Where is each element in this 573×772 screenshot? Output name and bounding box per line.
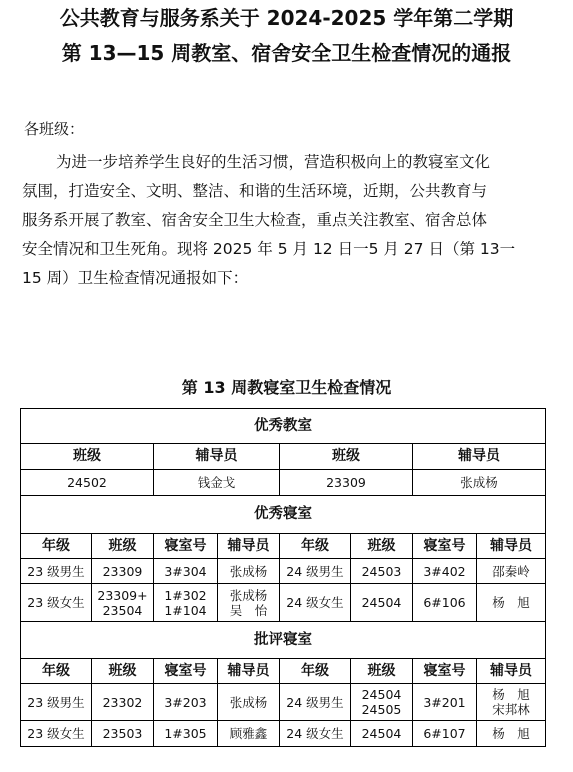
cell-line: 24 级男生: [286, 694, 344, 710]
column-header: 寝室号: [154, 534, 218, 559]
column-header: 班级: [351, 659, 413, 684]
table-row: [21, 721, 546, 747]
table-cell: [21, 684, 92, 721]
table-cell: [154, 584, 218, 622]
table-cell: [477, 559, 546, 584]
table-cell: [477, 584, 546, 622]
table-cell: [21, 584, 92, 622]
table-cell: [154, 684, 218, 721]
cell-line: 杨 旭: [492, 726, 530, 741]
cell-line: 3#304: [164, 563, 207, 579]
cell-line: 24504: [361, 595, 402, 610]
table-cell: [280, 721, 351, 747]
cell-line: 6#107: [423, 726, 466, 741]
cell-line: 邵秦岭: [492, 563, 530, 579]
column-header: 年级: [280, 534, 351, 559]
cell-line: 张成杨: [229, 694, 268, 710]
table-cell: [21, 559, 92, 584]
cell-line: 23503: [102, 726, 143, 741]
cell-line: 3#201: [423, 694, 466, 710]
document-title-line-1: 公共教育与服务系关于 2024-2025 学年第二学期: [59, 6, 514, 30]
table-cell: 钱金戈: [154, 470, 280, 496]
table-cell: [218, 721, 280, 747]
cell-line: 杨 旭: [492, 595, 530, 610]
table-cell: [413, 684, 477, 721]
cell-line: 3#402: [423, 563, 466, 579]
inspection-table: [20, 408, 546, 747]
column-header: 班级: [92, 534, 154, 559]
table-cell: 24502: [21, 470, 154, 496]
table-cell: [413, 721, 477, 747]
column-header: 班级: [92, 659, 154, 684]
cell-line: 顾雅鑫: [229, 726, 268, 741]
cell-line: 23309+: [97, 587, 148, 603]
paragraph-line: 安全情况和卫生死角。现将 2025 年 5 月 12 日一5 月 27 日（第 13一: [22, 240, 516, 258]
paragraph-line: 服务系开展了教室、宿舍安全卫生大检查，重点关注教室、宿舍总体: [22, 211, 488, 229]
table-cell: [413, 584, 477, 622]
column-header: 年级: [280, 659, 351, 684]
table-cell: [280, 559, 351, 584]
table-row: [21, 584, 546, 622]
cell-line: 24504: [361, 726, 402, 741]
cell-line: 1#305: [164, 726, 207, 741]
table-cell: [280, 584, 351, 622]
cell-line: 杨 旭: [492, 687, 530, 702]
table-cell: 23309: [280, 470, 413, 496]
column-header: 辅导员: [218, 534, 280, 559]
cell-line: 23 级女生: [27, 726, 85, 741]
table-cell: [477, 721, 546, 747]
cell-line: 24504: [361, 687, 402, 702]
column-header: 辅导员: [477, 659, 546, 684]
intro-paragraph: [22, 148, 538, 293]
table-cell: [92, 684, 154, 721]
cell-line: 吴 怡: [229, 602, 268, 618]
table-cell: [92, 721, 154, 747]
table-cell: 张成杨: [413, 470, 546, 496]
column-header: 辅导员: [413, 444, 546, 470]
cell-line: 23 级男生: [27, 563, 85, 579]
greeting: 各班级：: [24, 120, 85, 138]
cell-line: 24505: [361, 702, 402, 717]
cell-line: 23302: [102, 694, 143, 710]
cell-line: 宋邦林: [492, 702, 530, 717]
table-cell: [92, 559, 154, 584]
column-header: 寝室号: [413, 659, 477, 684]
cell-line: 23 级女生: [27, 595, 85, 610]
table-cell: [351, 684, 413, 721]
column-header: 辅导员: [154, 444, 280, 470]
cell-line: 1#302: [164, 587, 207, 603]
document-title-line-2: 第 13—15 周教室、宿舍安全卫生检查情况的通报: [61, 41, 512, 65]
table-cell: [351, 721, 413, 747]
cell-line: 24 级男生: [286, 563, 344, 579]
column-header: 辅导员: [477, 534, 546, 559]
cell-line: 23309: [102, 563, 143, 579]
cell-line: 24 级女生: [286, 726, 344, 741]
excellent-classroom-heading: 优秀教室: [21, 409, 546, 444]
cell-line: 6#106: [423, 595, 466, 610]
cell-line: 张成杨: [229, 563, 268, 579]
cell-line: 23504: [102, 602, 143, 618]
column-header: 辅导员: [218, 659, 280, 684]
section-title: 第 13 周教寝室卫生检查情况: [181, 378, 392, 397]
table-cell: [280, 684, 351, 721]
excellent-dorm-heading: 优秀寝室: [21, 496, 546, 534]
column-header: 寝室号: [413, 534, 477, 559]
table-cell: [351, 584, 413, 622]
paragraph-line: 氛围，打造安全、文明、整洁、和谐的生活环境，近期，公共教育与: [22, 182, 488, 200]
cell-line: 24 级女生: [286, 595, 344, 610]
criticized-dorm-heading: 批评寝室: [21, 622, 546, 659]
table-cell: [218, 684, 280, 721]
column-header: 年级: [21, 534, 92, 559]
table-cell: [154, 721, 218, 747]
table-cell: [218, 559, 280, 584]
cell-line: 3#203: [164, 694, 207, 710]
table-cell: [218, 584, 280, 622]
table-row: [21, 559, 546, 584]
table-cell: [413, 559, 477, 584]
column-header: 班级: [21, 444, 154, 470]
paragraph-line: 15 周）卫生检查情况通报如下：: [22, 269, 249, 287]
cell-line: 24503: [361, 563, 402, 579]
column-header: 寝室号: [154, 659, 218, 684]
cell-line: 张成杨: [229, 587, 268, 603]
table-cell: [351, 559, 413, 584]
table-cell: [154, 559, 218, 584]
column-header: 年级: [21, 659, 92, 684]
table-row: [21, 684, 546, 721]
column-header: 班级: [351, 534, 413, 559]
table-cell: [21, 721, 92, 747]
table-cell: [477, 684, 546, 721]
cell-line: 1#104: [164, 602, 207, 618]
cell-line: 23 级男生: [27, 694, 85, 710]
paragraph-line: 为进一步培养学生良好的生活习惯，营造积极向上的教寝室文化: [56, 153, 491, 171]
column-header: 班级: [280, 444, 413, 470]
table-cell: [92, 584, 154, 622]
